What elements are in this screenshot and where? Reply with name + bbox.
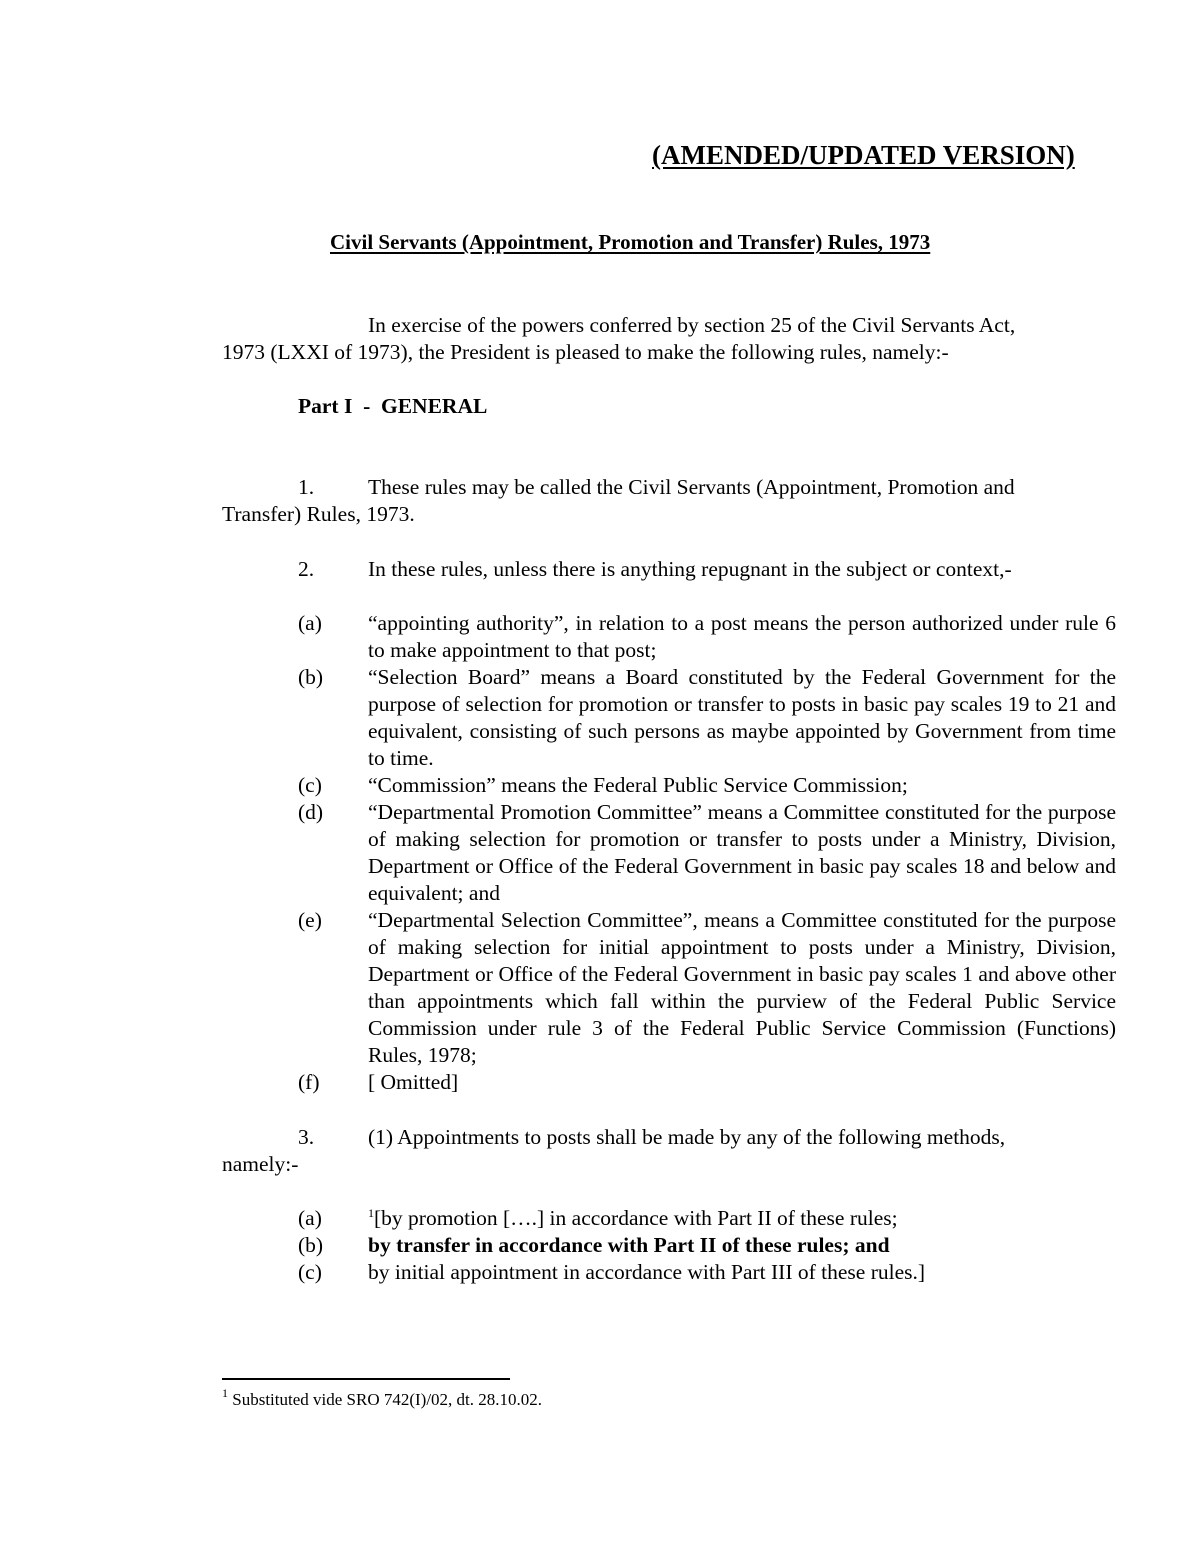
definition-appointing-authority: “appointing authority”, in relation to a post means the person authorized under rule 6 to make appointment to that post; (368, 611, 1116, 662)
method-transfer: by transfer in accordance with Part II of these rules; and (368, 1233, 890, 1257)
rule-number: 2. (298, 557, 315, 581)
definition-commission: “Commission” means the Federal Public Service Commission; (368, 773, 908, 797)
footnote-marker: 1 (222, 1386, 228, 1400)
item-label: (a) (298, 611, 322, 635)
item-label: (f) (298, 1070, 320, 1094)
version-heading: (AMENDED/UPDATED VERSION) (652, 140, 1075, 170)
rule-3-line-2: namely:- (222, 1152, 299, 1176)
item-label: (b) (298, 1233, 324, 1257)
rule-number: 3. (298, 1125, 315, 1149)
preamble-line-2: 1973 (LXXI of 1973), the President is pleased to make the following rules, namely:- (222, 340, 949, 364)
rule-number: 1. (298, 475, 315, 499)
footnote-separator (222, 1378, 510, 1380)
item-label: (e) (298, 908, 322, 932)
definition-omitted: [ Omitted] (368, 1070, 459, 1094)
footnote-text: Substituted vide SRO 742(I)/02, dt. 28.10.02. (228, 1390, 543, 1409)
rule-3-line-1: (1) Appointments to posts shall be made by any of the following methods, (368, 1125, 1006, 1149)
method-promotion-text: [by promotion [….] in accordance with Part II of these rules; (374, 1206, 898, 1230)
rule-1-line-2: Transfer) Rules, 1973. (222, 502, 415, 526)
definition-selection-board: “Selection Board” means a Board constituted by the Federal Government for the purpose of selection for promotion or transfer to posts in basic pay scales 19 to 21 and equivalent, consisting of such persons as maybe appointed by Government from time to time. (368, 665, 1116, 770)
footnote (222, 1386, 543, 1411)
definition-departmental-selection-committee: “Departmental Selection Committee”, means a Committee constituted for the purpose of making selection for initial appointment to posts under a Ministry, Division, Department or Office of the Federal Government in basic pay scales 1 and above other than appointments which fall within the purview of the Federal Public Service Commission under rule 3 of the Federal Public Service Commission (Functions) Rules, 1978; (368, 908, 1116, 1067)
definition-departmental-promotion-committee: “Departmental Promotion Committee” means a Committee constituted for the purpose of making selection for promotion or transfer to posts under a Ministry, Division, Department or Office of the Federal Government in basic pay scales 18 and below and equivalent; and (368, 800, 1116, 905)
item-label: (b) (298, 665, 324, 689)
item-label: (d) (298, 800, 324, 824)
rules-title: Civil Servants (Appointment, Promotion and Transfer) Rules, 1973 (330, 230, 931, 254)
preamble-line-1: In exercise of the powers conferred by section 25 of the Civil Servants Act, (368, 313, 1016, 337)
item-label: (c) (298, 773, 322, 797)
method-initial-appointment: by initial appointment in accordance with Part III of these rules.] (368, 1260, 926, 1284)
method-promotion (368, 1205, 1116, 1232)
item-label: (c) (298, 1260, 322, 1284)
rule-1-line-1: These rules may be called the Civil Servants (Appointment, Promotion and (368, 475, 1015, 499)
rule-2-intro: In these rules, unless there is anything repugnant in the subject or context,- (368, 557, 1012, 581)
footnote-reference: 1 (368, 1206, 374, 1220)
item-label: (a) (298, 1206, 322, 1230)
part-heading: Part I - GENERAL (298, 394, 488, 418)
